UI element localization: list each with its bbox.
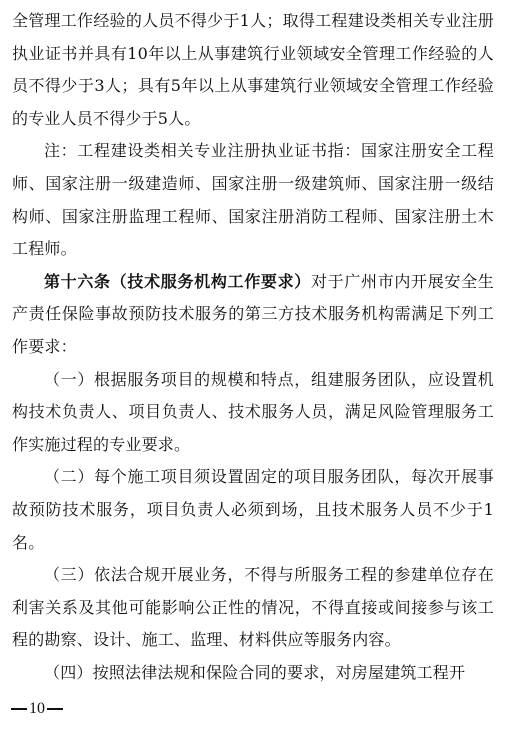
page-number: 10	[29, 700, 45, 717]
paragraph-item-1	[12, 364, 494, 462]
paragraph-text: （三）依法合规开展业务，不得与所服务工程的参建单位存在利害关系及其他可能影响公正性的情况，不得直接或间接参与该工程的勘察、设计、施工、监理、材料供应等服务内容。	[12, 565, 494, 650]
document-page	[12, 5, 494, 689]
paragraph-text: 对于广州市内开展安全生产责任保险事故预防技术服务的第三方技术服务机构需满足下列工作要求：	[12, 271, 494, 356]
paragraph-text: （二）每个施工项目须设置固定的项目服务团队，每次开展事故预防技术服务，项目负责人必须到场，且技术服务人员不少于1名。	[12, 467, 494, 552]
page-footer	[11, 700, 63, 718]
paragraph-text: 全管理工作经验的人员不得少于1人；取得工程建设类相关专业注册执业证书并具有10年以上从事建筑行业领域安全管理工作经验的人员不得少于3人；具有5年以上从事建筑行业领域安全管理工作经验的专业人员不得少于5人。	[12, 11, 494, 128]
paragraph-item-3	[12, 559, 494, 657]
paragraph-text: （一）根据服务项目的规模和特点，组建服务团队，应设置机构技术负责人、项目负责人、技术服务人员，满足风险管理服务工作实施过程的专业要求。	[12, 369, 494, 454]
footer-dash-right	[47, 708, 63, 709]
paragraph-item-2	[12, 461, 494, 559]
paragraph-article-16	[12, 266, 494, 364]
paragraph-text: （四）按照法律法规和保险合同的要求，对房屋建筑工程开	[44, 662, 466, 682]
paragraph-note-certificates	[12, 135, 494, 265]
paragraph-staffing-requirements	[12, 5, 494, 135]
paragraph-item-4	[12, 657, 494, 690]
paragraph-text: 注：工程建设类相关专业注册执业证书指：国家注册安全工程师、国家注册一级建造师、国家注册一级建筑师、国家注册一级结构师、国家注册监理工程师、国家注册消防工程师、国家注册土木工程师。	[12, 141, 494, 259]
article-heading: 第十六条（技术服务机构工作要求）	[44, 271, 311, 291]
footer-dash-left	[11, 708, 27, 709]
